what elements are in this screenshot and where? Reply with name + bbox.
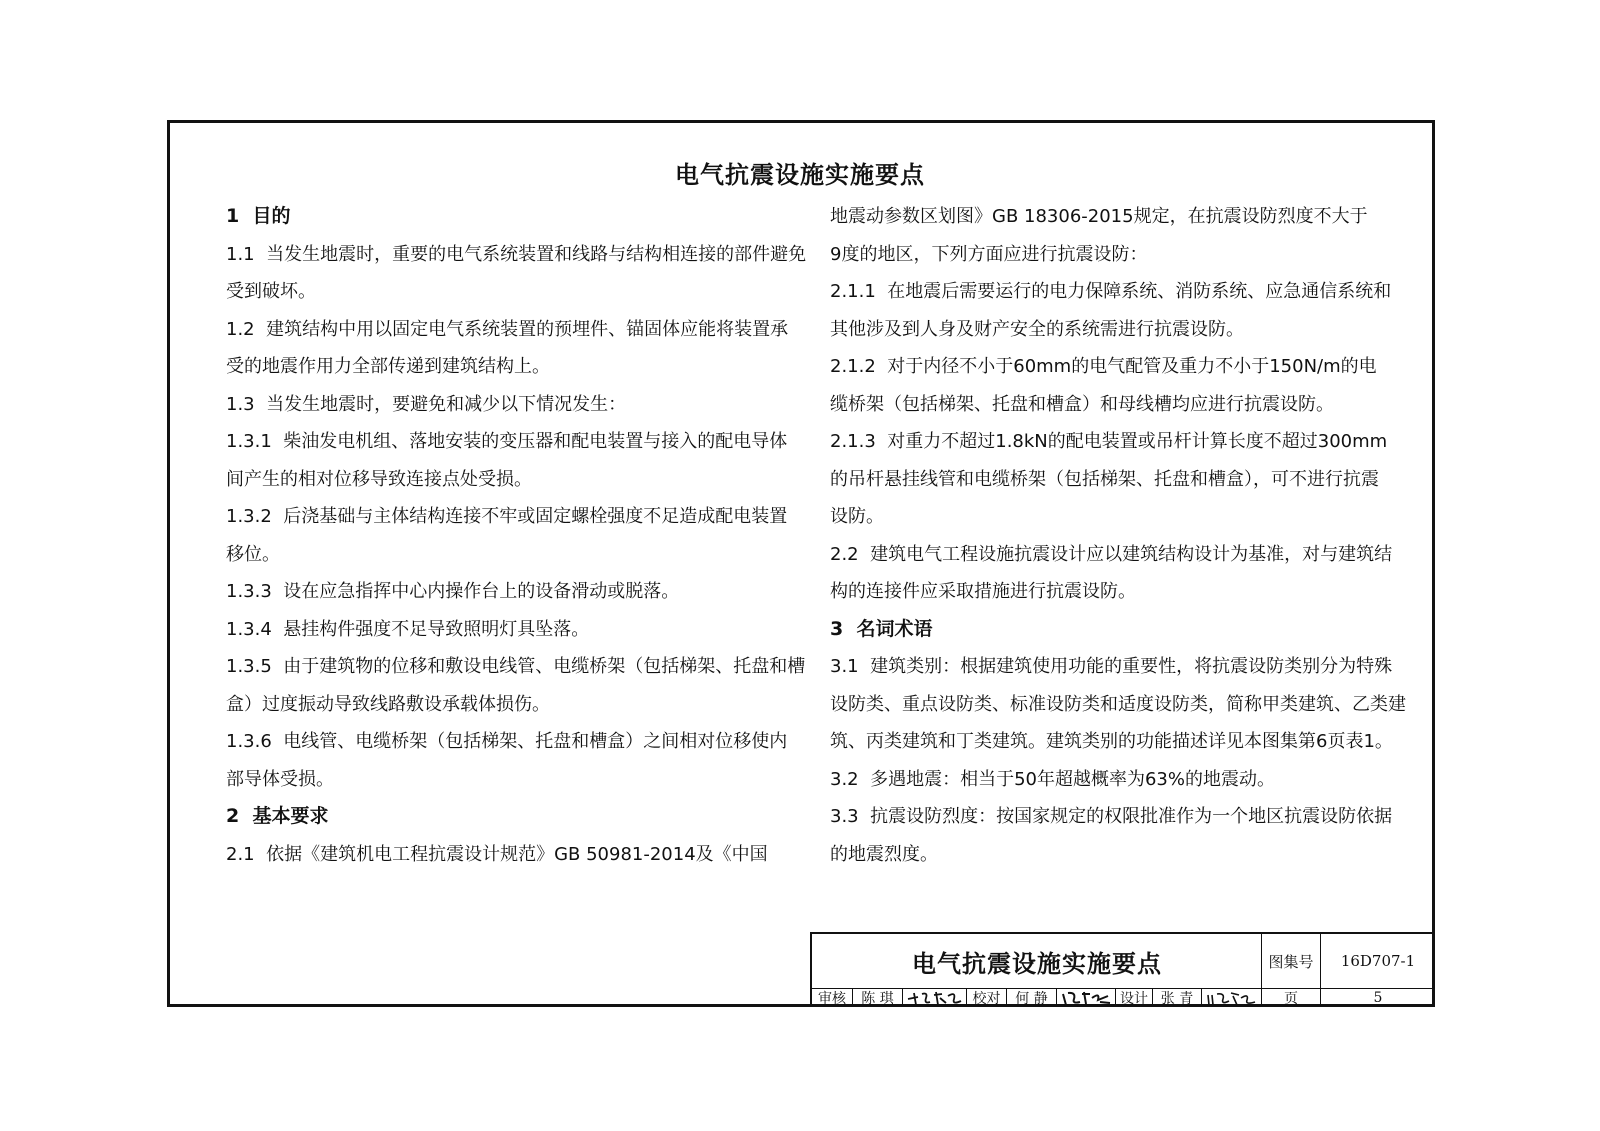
text-line: 2.2 建筑电气工程设施抗震设计应以建筑结构设计为基准，对与建筑结 [830,543,1393,565]
text-line: 盒）过度振动导致线路敷设承载体损伤。 [226,693,550,715]
text-line: 1.3.2 后浇基础与主体结构连接不牢或固定螺栓强度不足造成配电装置 [226,506,788,527]
atlas-number: 16D707-1 [1340,952,1416,970]
design-signature [1202,989,1261,1007]
text-line: 筑、丙类建筑和丁类建筑。建筑类别的功能描述详见本图集第6页表1。 [830,731,1393,752]
check-label: 校对 [972,991,1001,1007]
text-line: 1.3.3 设在应急指挥中心内操作台上的设备滑动或脱落。 [226,581,680,602]
atlas-number-label: 图集号 [1268,952,1314,971]
page-title: 电气抗震设施实施要点 [675,161,925,189]
title-block [810,932,1435,1007]
text-line: 地震动参数区划图》GB 18306-2015规定，在抗震设防烈度不大于 [830,206,1368,227]
page-number: 5 [1373,990,1383,1006]
title-block-title: 电气抗震设施实施要点 [912,950,1162,978]
text-line: 2.1.3 对重力不超过1.8kN的配电装置或吊杆计算长度不超过300mm [830,431,1388,452]
text-line: 构的连接件应采取措施进行抗震设防。 [830,581,1136,602]
text-line: 1.3.1 柴油发电机组、落地安装的变压器和配电装置与接入的配电导体 [226,431,788,452]
text-line: 间产生的相对位移导致连接点处受损。 [226,468,532,490]
review-name: 陈 琪 [861,991,894,1007]
text-line: 1.3.4 悬挂构件强度不足导致照明灯具坠落。 [226,618,590,640]
text-line: 1.2 建筑结构中用以固定电气系统装置的预埋件、锚固体应能将装置承 [226,318,789,340]
text-line: 3.2 多遇地震：相当于50年超越概率为63%的地震动。 [830,768,1275,790]
text-line: 1.3.5 由于建筑物的位移和敷设电线管、电缆桥架（包括梯架、托盘和槽 [226,656,806,677]
text-line: 1.1 当发生地震时，重要的电气系统装置和线路与结构相连接的部件避免 [226,243,807,265]
text-line: 2.1.2 对于内径不小于60mm的电气配管及重力不小于150N/m的电 [830,356,1377,377]
text-line: 部导体受损。 [226,768,334,790]
text-line: 的地震烈度。 [830,843,938,865]
text-line: 移位。 [226,543,280,565]
text-line: 2.1 依据《建筑机电工程抗震设计规范》GB 50981-2014及《中国 [226,843,768,865]
check-signature [1057,989,1115,1007]
left-text-column [226,198,807,873]
text-line: 设防类、重点设防类、标准设防类和适度设防类，简称甲类建筑、乙类建 [830,693,1406,715]
review-label: 审核 [818,991,846,1007]
section-heading: 2 基本要求 [226,805,329,827]
text-line: 受到破坏。 [226,281,316,302]
text-line: 1.3.6 电线管、电缆桥架（包括梯架、托盘和槽盒）之间相对位移使内 [226,731,788,752]
text-line: 设防。 [830,506,884,527]
page-label: 页 [1284,991,1298,1007]
section-heading: 3 名词术语 [830,617,933,640]
text-line: 受的地震作用力全部传递到建筑结构上。 [226,356,550,377]
text-line: 其他涉及到人身及财产安全的系统需进行抗震设防。 [830,318,1244,340]
text-line: 3.1 建筑类别：根据建筑使用功能的重要性，将抗震设防类别分为特殊 [830,656,1393,677]
design-label: 设计 [1120,991,1148,1007]
design-name: 张 青 [1160,991,1194,1007]
text-line: 3.3 抗震设防烈度：按国家规定的权限批准作为一个地区抗震设防依据 [830,806,1393,827]
section-heading: 1 目的 [226,205,291,227]
check-name: 何 静 [1015,991,1048,1007]
text-line: 的吊杆悬挂线管和电缆桥架（包括梯架、托盘和槽盒），可不进行抗震 [830,468,1379,490]
right-text-column [830,198,1406,873]
text-line: 9度的地区，下列方面应进行抗震设防： [830,243,1148,265]
review-signature [903,989,966,1007]
text-line: 2.1.1 在地震后需要运行的电力保障系统、消防系统、应急通信系统和 [830,281,1392,302]
text-line: 缆桥架（包括梯架、托盘和槽盒）和母线槽均应进行抗震设防。 [830,393,1334,415]
text-line: 1.3 当发生地震时，要避免和减少以下情况发生： [226,393,627,415]
